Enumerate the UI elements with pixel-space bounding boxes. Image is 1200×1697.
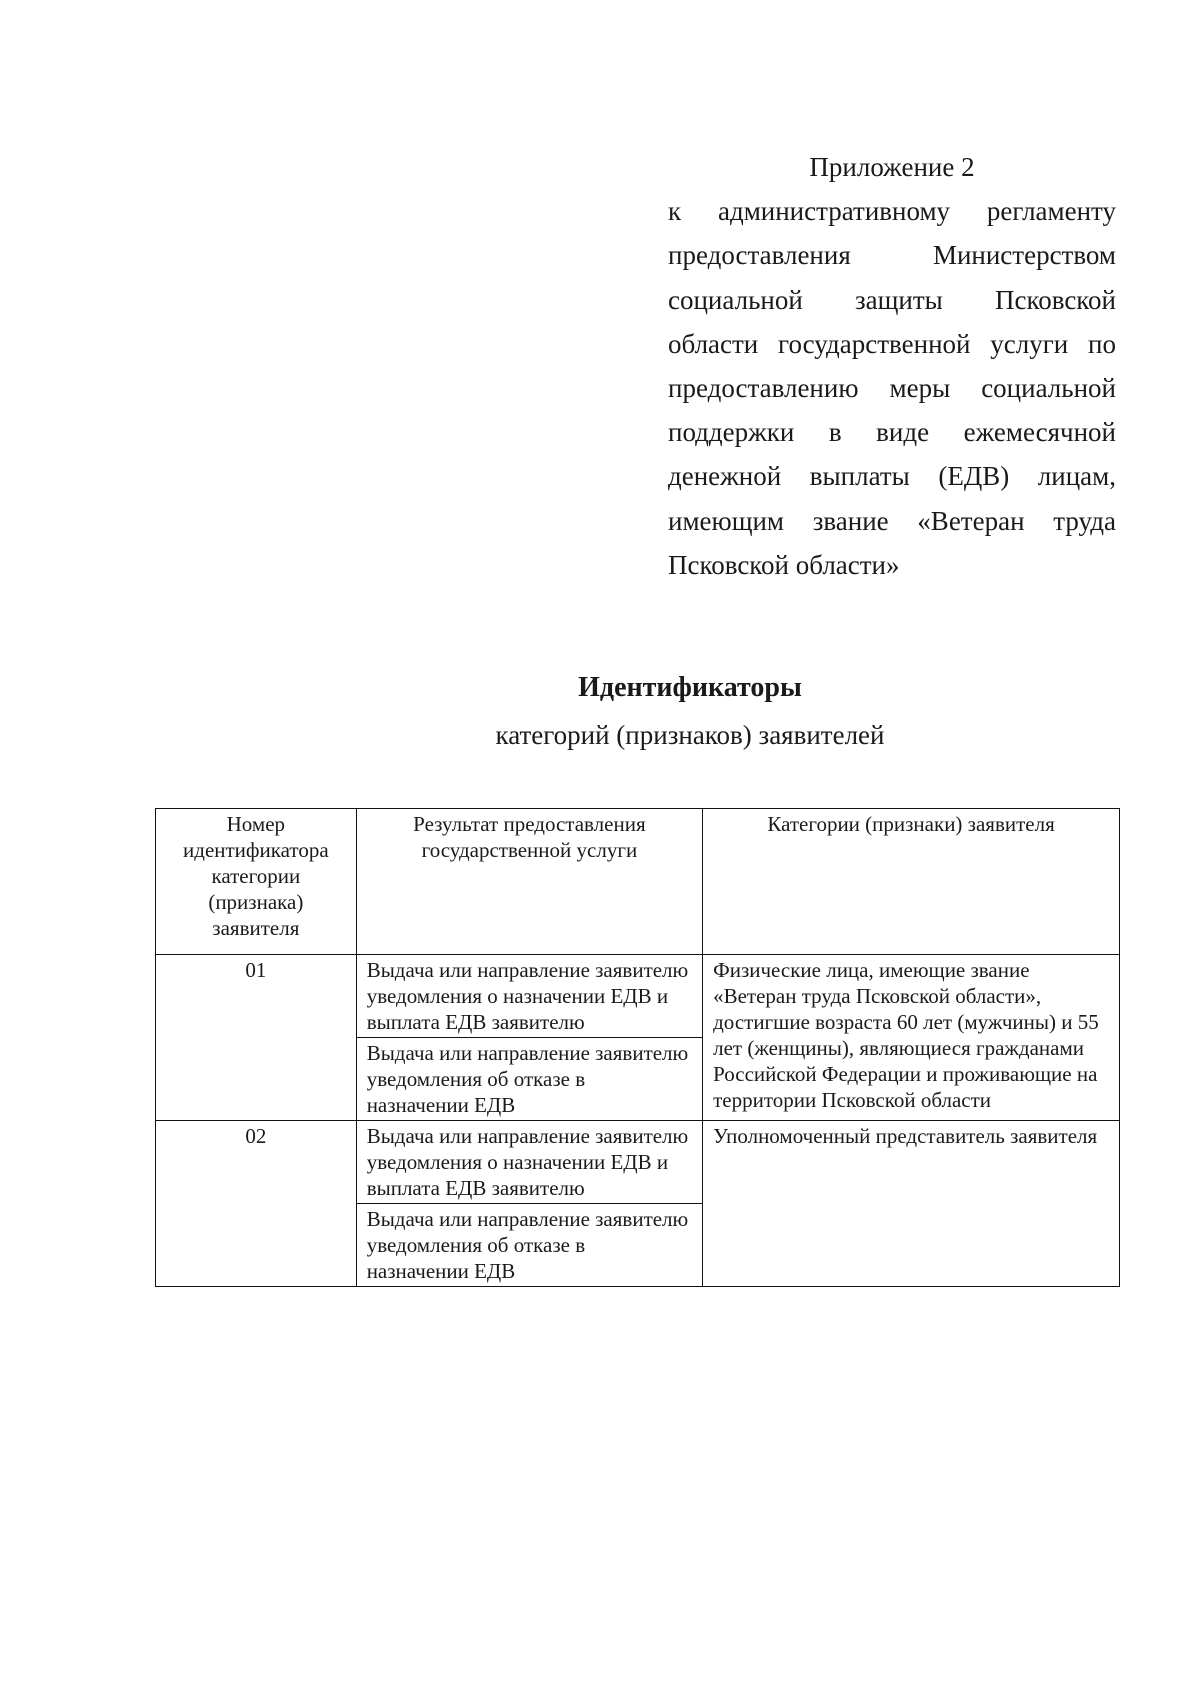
row-result-cell: Выдача или направление заявителю уведомления об отказе в назначении ЕДВ <box>356 1038 702 1121</box>
header-applicant-category: Категории (признаки) заявителя <box>703 809 1120 955</box>
appendix-block <box>668 145 1116 587</box>
row-result-cell: Выдача или направление заявителю уведомления о назначении ЕДВ и выплата ЕДВ заявителю <box>356 955 702 1038</box>
table-row <box>156 1121 1120 1204</box>
identifiers-table <box>155 808 1120 1287</box>
appendix-title: Приложение 2 <box>809 152 975 182</box>
table-row <box>156 955 1120 1038</box>
appendix-text: к административному регламенту предоставления Министерством социальной защиты Псковской области государственной услуги по предоставлению меры социальной поддержки в виде ежемесячной денежной выплаты (ЕДВ) лицам, имеющим звание «Ветеран труда Псковской области» <box>668 196 1116 580</box>
row-id-cell: 01 <box>156 955 357 1121</box>
row-id-cell: 02 <box>156 1121 357 1287</box>
header-service-result: Результат предоставления государственной услуги <box>356 809 702 955</box>
document-subheading: категорий (признаков) заявителей <box>495 720 885 750</box>
row-category-cell: Физические лица, имеющие звание «Ветеран труда Псковской области», достигшие возраста 60 лет (мужчины) и 55 лет (женщины), являющиеся гражданами Российской Федерации и проживающие на территории Псковской области <box>703 955 1120 1121</box>
row-category-cell: Уполномоченный представитель заявителя <box>703 1121 1120 1287</box>
header-id-number: Номер идентификатора категории (признака) заявителя <box>156 809 357 955</box>
document-heading: Идентификаторы <box>578 672 802 703</box>
row-result-cell: Выдача или направление заявителю уведомления об отказе в назначении ЕДВ <box>356 1204 702 1287</box>
row-result-cell: Выдача или направление заявителю уведомления о назначении ЕДВ и выплата ЕДВ заявителю <box>356 1121 702 1204</box>
table-header-row <box>156 809 1120 955</box>
